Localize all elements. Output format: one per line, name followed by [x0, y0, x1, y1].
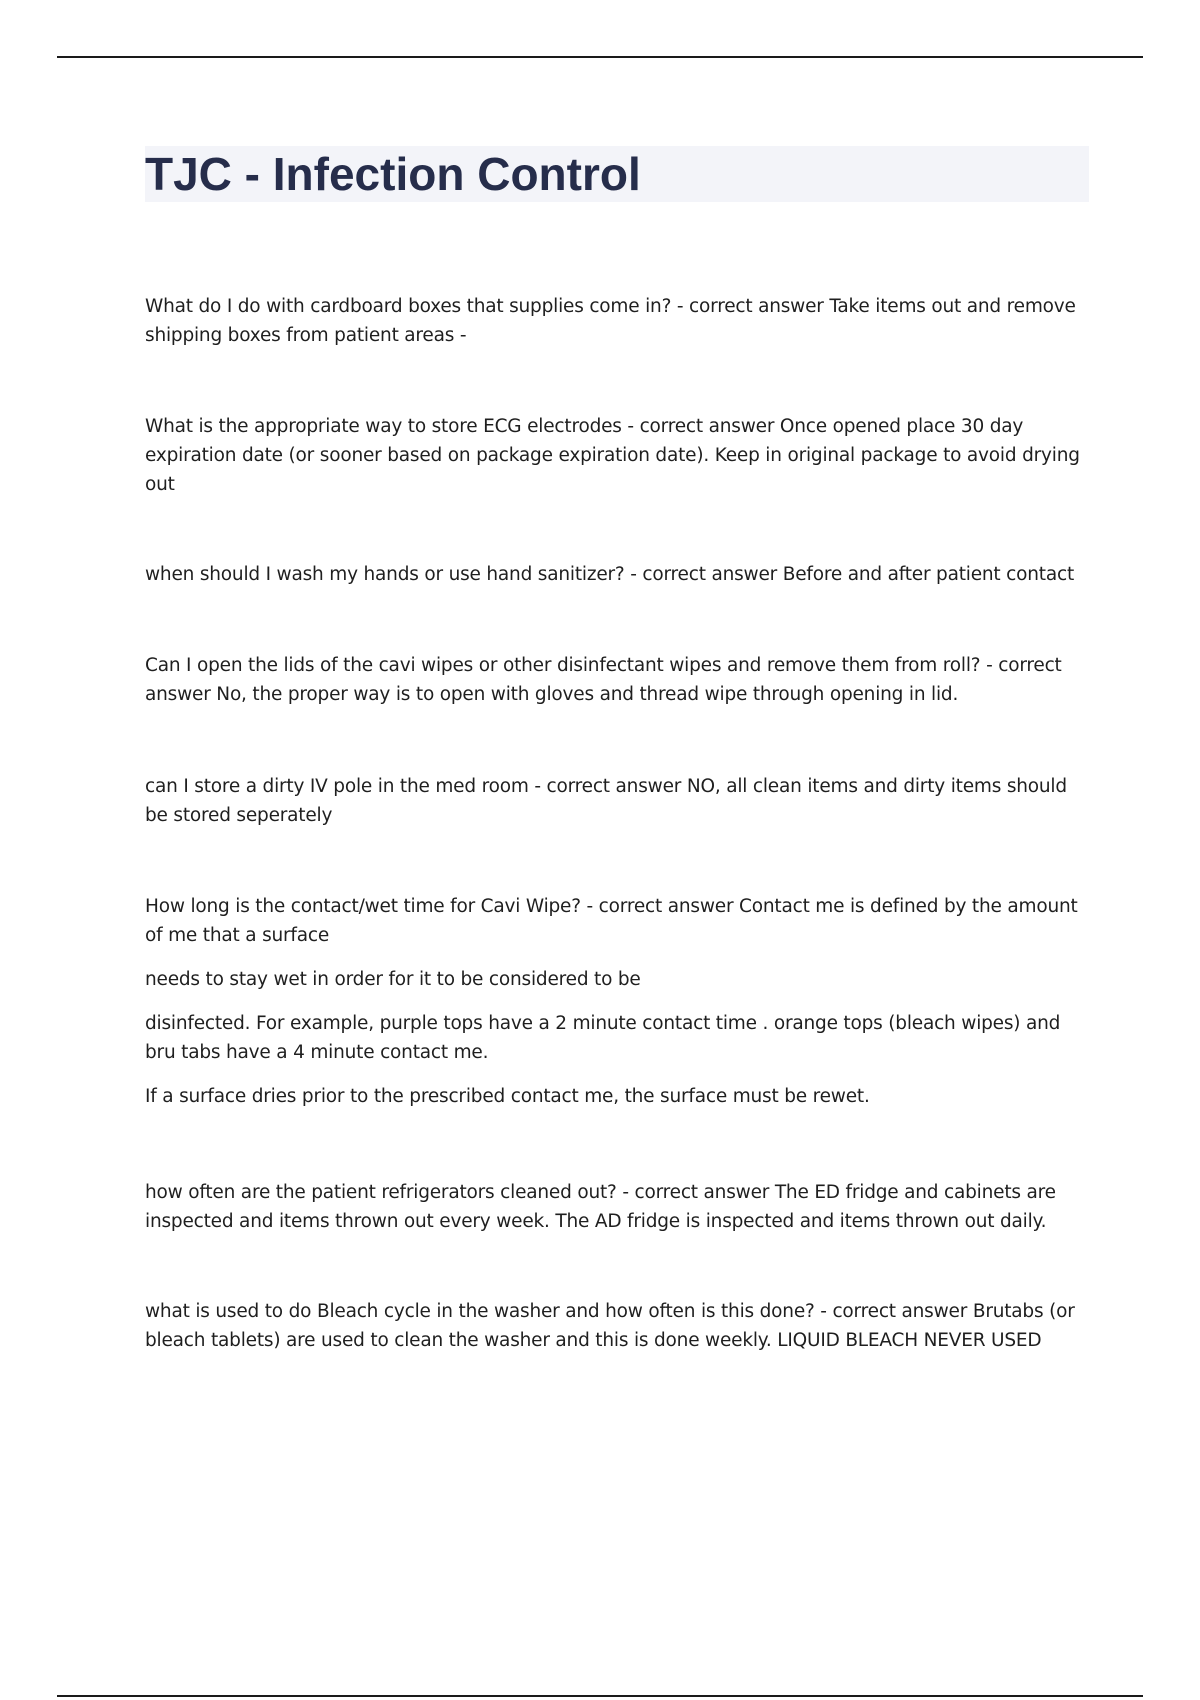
- qa-entry-refrigerators: [145, 1178, 1085, 1236]
- qa-entry-bleach-cycle: [145, 1297, 1085, 1355]
- qa-paragraph: needs to stay wet in order for it to be considered to be: [145, 969, 641, 990]
- page-title: TJC - Infection Control: [145, 148, 641, 200]
- qa-entry-disinfectant-wipes: [145, 651, 1085, 709]
- bottom-rule: [57, 1695, 1143, 1697]
- qa-paragraph: If a surface dries prior to the prescribed contact me, the surface must be rewet.: [145, 1086, 870, 1107]
- qa-paragraph: What do I do with cardboard boxes that supplies come in? - correct answer Take items out and remove shipping boxes from patient areas -: [145, 296, 1076, 346]
- qa-paragraph: Can I open the lids of the cavi wipes or other disinfectant wipes and remove them from roll? - correct answer No, the proper way is to open with gloves and thread wipe through opening in lid.: [145, 655, 1062, 705]
- qa-entry-hand-hygiene: [145, 560, 1085, 589]
- qa-paragraph: what is used to do Bleach cycle in the washer and how often is this done? - correct answer Brutabs (or bleach tablets) are used to clean the washer and this is done weekly. LIQUID BLEACH NEVER USED: [145, 1301, 1075, 1351]
- qa-entry-iv-pole: [145, 772, 1085, 830]
- qa-paragraph: How long is the contact/wet time for Cavi Wipe? - correct answer Contact me is defined by the amount of me that a surface: [145, 896, 1078, 946]
- top-rule: [57, 56, 1143, 58]
- qa-entry-cardboard-boxes: [145, 292, 1085, 350]
- qa-entry-ecg-electrodes: [145, 412, 1085, 499]
- qa-paragraph: can I store a dirty IV pole in the med room - correct answer NO, all clean items and dirty items should be stored seperately: [145, 776, 1067, 826]
- qa-entry-cavi-wipe-contact-time: [145, 892, 1085, 1111]
- qa-paragraph: how often are the patient refrigerators cleaned out? - correct answer The ED fridge and cabinets are inspected and items thrown out every week. The AD fridge is inspected and items thrown out daily.: [145, 1182, 1056, 1232]
- qa-paragraph: when should I wash my hands or use hand sanitizer? - correct answer Before and after patient contact: [145, 564, 1074, 585]
- qa-paragraph: What is the appropriate way to store ECG electrodes - correct answer Once opened place 30 day expiration date (or sooner based on package expiration date). Keep in original package to avoid drying out: [145, 416, 1080, 495]
- qa-paragraph: disinfected. For example, purple tops have a 2 minute contact time . orange tops (bleach wipes) and bru tabs have a 4 minute contact me.: [145, 1013, 1061, 1063]
